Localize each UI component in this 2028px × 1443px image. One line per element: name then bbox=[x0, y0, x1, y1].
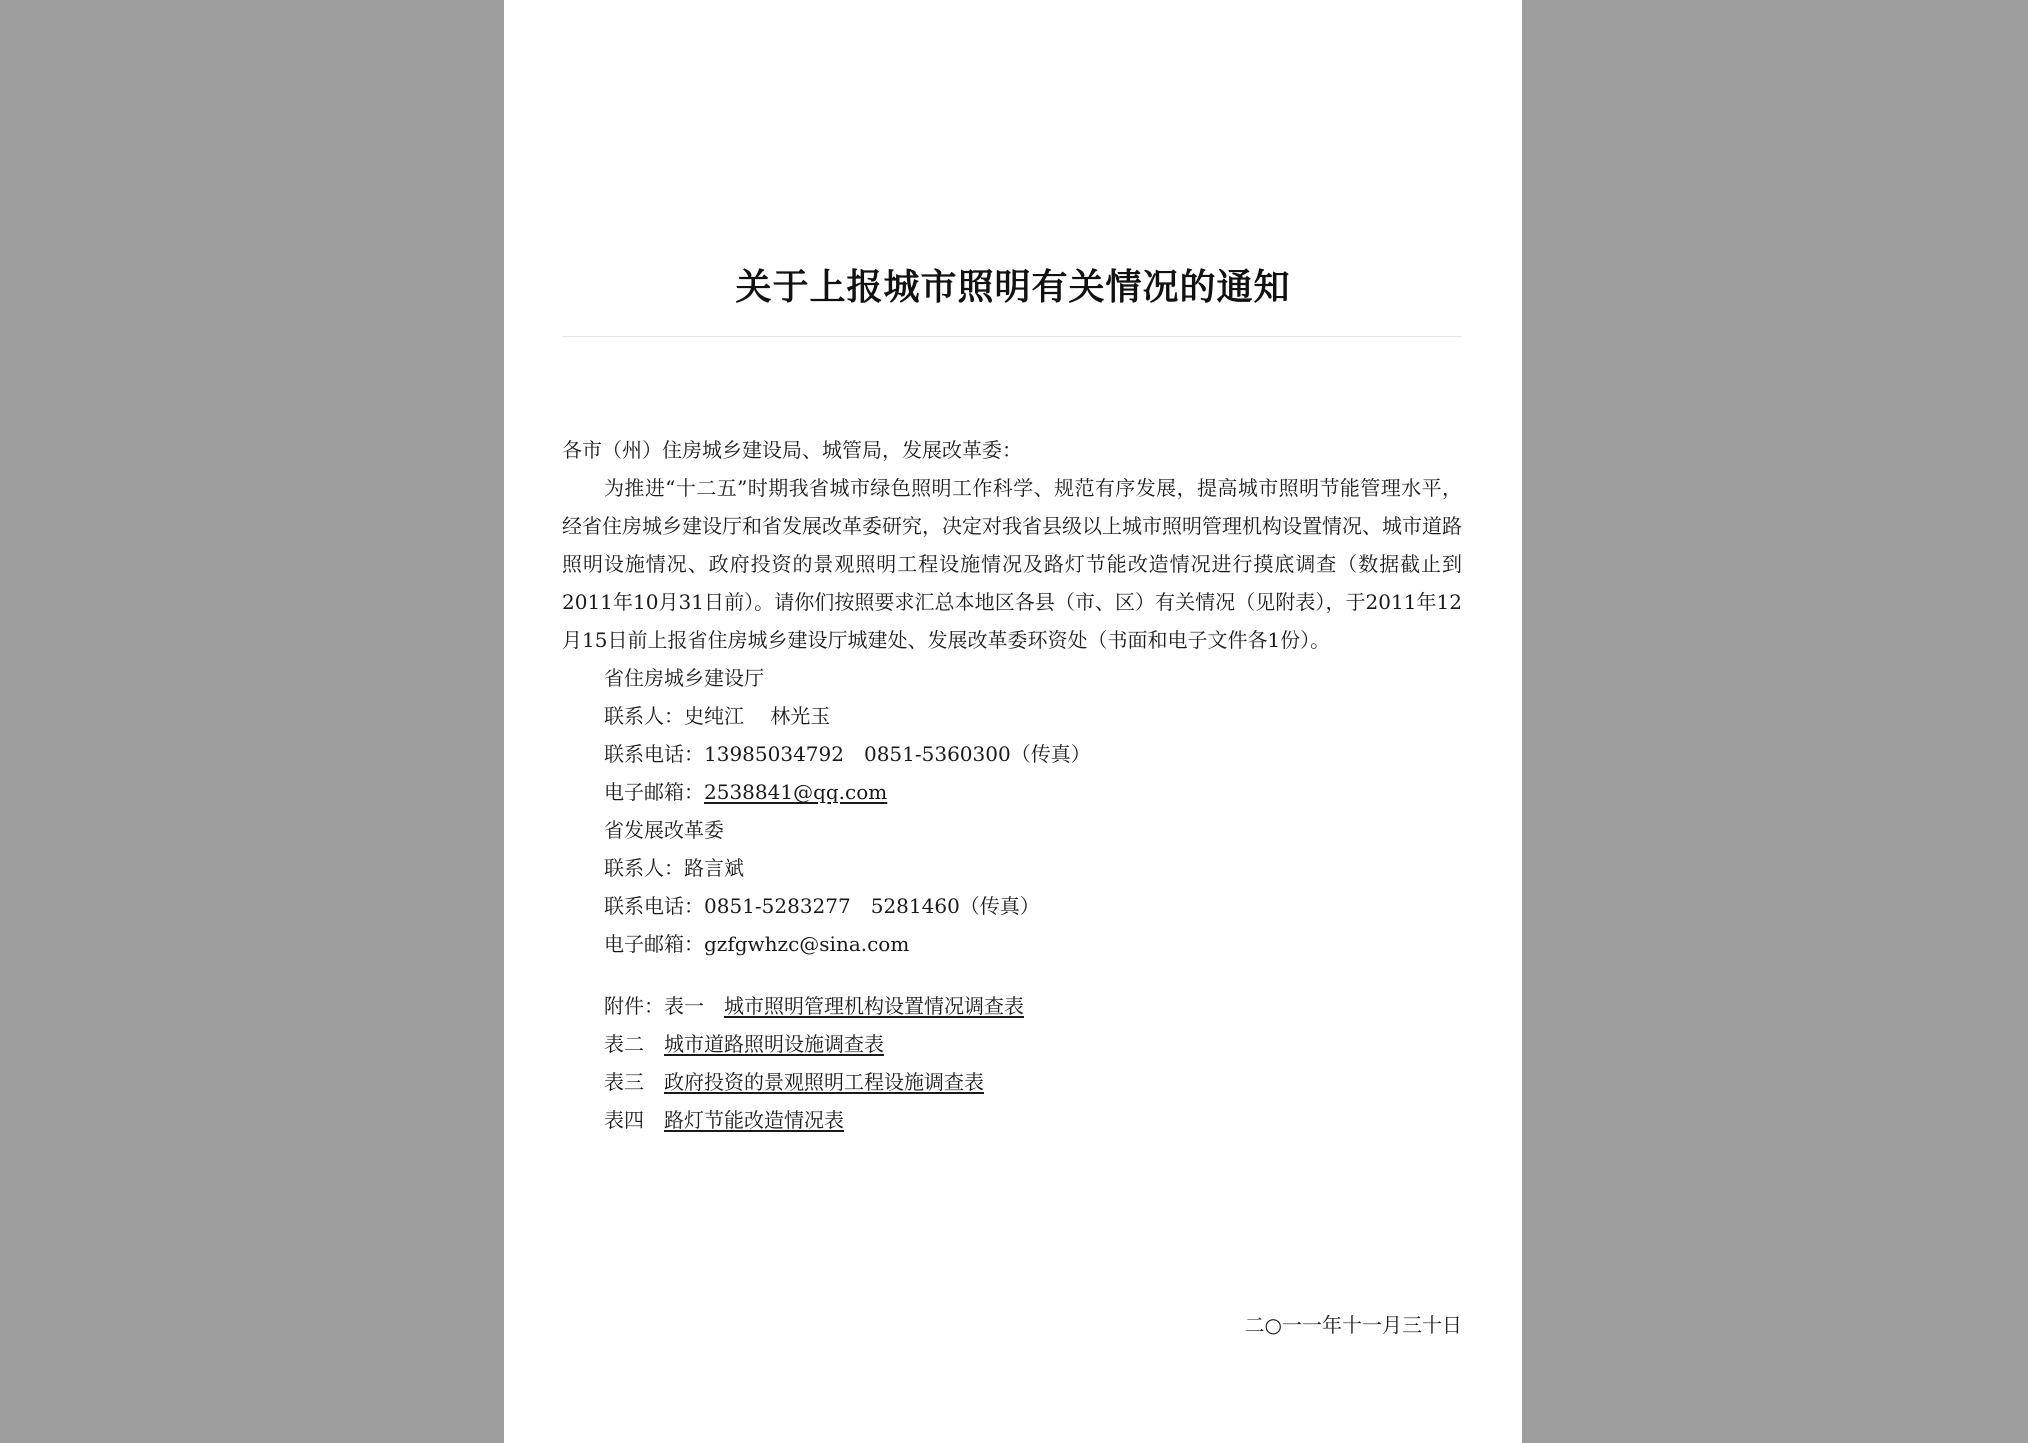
section-gap bbox=[562, 963, 1462, 987]
attachment-number: 表二 bbox=[604, 1032, 644, 1056]
email-value-ndrc: gzfgwhzc@sina.com bbox=[704, 932, 910, 956]
title-divider bbox=[562, 336, 1462, 337]
attachment-item-1 bbox=[562, 987, 1462, 1025]
contact-phone-label: 联系电话： bbox=[604, 742, 704, 766]
attachment-link-4[interactable]: 路灯节能改造情况表 bbox=[664, 1108, 844, 1132]
attachment-link-2[interactable]: 城市道路照明设施调查表 bbox=[664, 1032, 884, 1056]
contact-org-housing: 省住房城乡建设厅 bbox=[604, 666, 764, 690]
salutation: 各市（州）住房城乡建设局、城管局，发展改革委： bbox=[562, 438, 1022, 462]
contact-phone-value: 13985034792 0851-5360300（传真） bbox=[704, 742, 1091, 766]
issue-date: 二○一一年十一月三十日 bbox=[1244, 1313, 1462, 1337]
attachment-link-1[interactable]: 城市照明管理机构设置情况调查表 bbox=[724, 994, 1024, 1018]
attachments-label: 附件： bbox=[604, 994, 664, 1018]
document-body bbox=[562, 431, 1462, 1139]
contact-phone-ndrc bbox=[562, 887, 1462, 925]
contact-person-value: 路言斌 bbox=[684, 856, 744, 880]
contact-email-ndrc bbox=[562, 925, 1462, 963]
contact-person-value: 史纯江 林光玉 bbox=[684, 704, 831, 728]
document-page bbox=[504, 0, 1522, 1443]
attachment-item-4 bbox=[562, 1101, 1462, 1139]
contact-phone-label: 联系电话： bbox=[604, 894, 704, 918]
contact-email-housing bbox=[562, 773, 1462, 811]
contact-person-label: 联系人： bbox=[604, 856, 684, 880]
attachment-item-3 bbox=[562, 1063, 1462, 1101]
contact-phone-housing bbox=[562, 735, 1462, 773]
attachment-link-3[interactable]: 政府投资的景观照明工程设施调查表 bbox=[664, 1070, 984, 1094]
contact-email-label: 电子邮箱： bbox=[604, 932, 704, 956]
contact-phone-value: 0851-5283277 5281460（传真） bbox=[704, 894, 1040, 918]
contact-person-label: 联系人： bbox=[604, 704, 684, 728]
attachment-number: 表一 bbox=[664, 994, 704, 1018]
contact-person-ndrc bbox=[562, 849, 1462, 887]
contact-org-ndrc: 省发展改革委 bbox=[604, 818, 724, 842]
attachment-number: 表三 bbox=[604, 1070, 644, 1094]
document-title: 关于上报城市照明有关情况的通知 bbox=[735, 266, 1291, 308]
email-link-housing[interactable]: 2538841@qq.com bbox=[704, 780, 888, 804]
body-paragraph: 为推进“十二五”时期我省城市绿色照明工作科学、规范有序发展，提高城市照明节能管理水平，经省住房城乡建设厅和省发展改革委研究，决定对我省县级以上城市照明管理机构设置情况、城市道路照明设施情况、政府投资的景观照明工程设施情况及路灯节能改造情况进行摸底调查（数据截止到2011年10月31日前）。请你们按照要求汇总本地区各县（市、区）有关情况（见附表），于2011年12月15日前上报省住房城乡建设厅城建处、发展改革委环资处（书面和电子文件各1份）。 bbox=[562, 476, 1462, 652]
contact-person-housing bbox=[562, 697, 1462, 735]
contact-email-label: 电子邮箱： bbox=[604, 780, 704, 804]
attachment-item-2 bbox=[562, 1025, 1462, 1063]
attachment-number: 表四 bbox=[604, 1108, 644, 1132]
